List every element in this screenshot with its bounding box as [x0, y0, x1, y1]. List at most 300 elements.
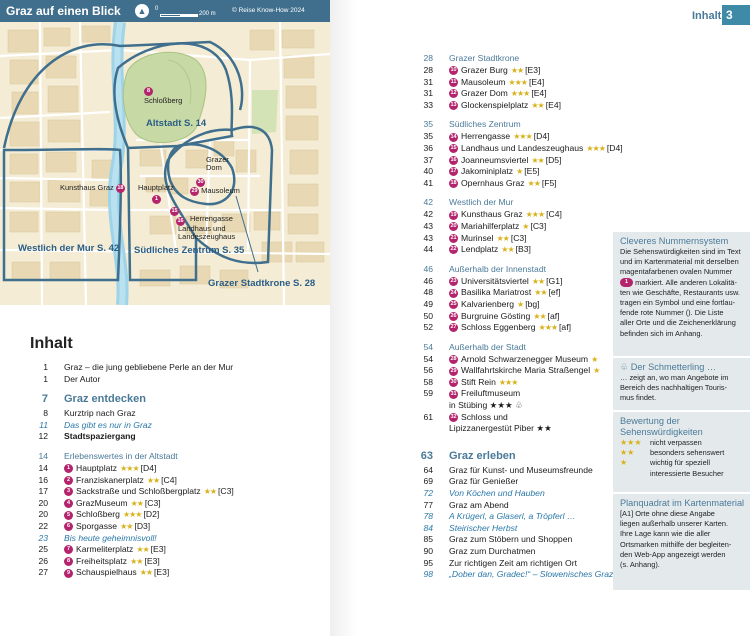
- butterfly-line: mus findet.: [620, 393, 657, 403]
- rating-row: [620, 438, 748, 448]
- toc-entry-text: [64, 374, 100, 386]
- toc-title: Stadtspaziergang: [64, 431, 136, 442]
- toc-entry-text: [449, 534, 572, 546]
- toc-title: Freiheitsplatz: [76, 555, 128, 566]
- numbering-line: magentafarbenen ovalen Nummer: [620, 267, 733, 277]
- sidebar-divider: [613, 410, 750, 412]
- magenta-pin-icon: 19: [450, 211, 457, 218]
- magenta-pin-icon: 27: [450, 324, 457, 331]
- magenta-pin-icon: 13: [450, 102, 457, 109]
- toc-title: Kunsthaus Graz: [461, 209, 523, 220]
- toc-entry: [415, 221, 615, 233]
- toc-page-number: 54: [423, 353, 433, 364]
- grid-coordinate: [E4]: [545, 99, 561, 110]
- grid-line: Ihre Lage kann wie die aller: [620, 529, 711, 539]
- toc-page-number: 1: [43, 373, 48, 384]
- toc-entry: [415, 88, 615, 100]
- star-rating: ★★★: [120, 463, 139, 473]
- toc-page-number: 1: [43, 362, 48, 372]
- toc-page-number: 95: [423, 557, 433, 568]
- page-gutter: [330, 0, 398, 636]
- toc-title: Universitätsviertel: [461, 275, 529, 286]
- toc-entry-text: [64, 509, 159, 521]
- toc-title: Graz – die jung gebliebene Perle an der Mur: [64, 362, 234, 372]
- toc-entry: [30, 486, 320, 498]
- toc-entry-text: [449, 221, 546, 233]
- toc-entry: [415, 155, 615, 167]
- toc-title: Südliches Zentrum: [449, 119, 521, 130]
- grid-coordinate: [D4]: [606, 142, 623, 153]
- magenta-pin-icon: 31: [450, 390, 457, 397]
- toc-title: A Krügerl, a Glaserl, a Tröpferl …: [449, 511, 576, 522]
- star-rating: ★★: [139, 568, 153, 578]
- star-rating: ★★: [531, 155, 544, 165]
- toc-entry-text: [449, 341, 526, 354]
- toc-entry-text: [64, 544, 166, 556]
- toc-entry: [415, 523, 615, 535]
- toc-entry-text: [449, 322, 571, 334]
- butterfly-title: ♧ Der Schmetterling …: [620, 362, 717, 372]
- map-pin-herrengasse: [170, 206, 179, 216]
- toc-title: Bis heute geheimnisvoll!: [64, 532, 157, 543]
- toc-entry-text: [449, 276, 562, 288]
- toc-right-column: [415, 52, 623, 581]
- grid-coordinate: [ef]: [548, 287, 561, 298]
- grid-coordinate: [D5]: [545, 154, 562, 165]
- toc-title: Graz am Abend: [449, 499, 509, 510]
- toc-title: Opernhaus Graz: [461, 177, 525, 188]
- toc-title: Freiluftmuseum: [461, 388, 521, 399]
- star-rating: ★★: [120, 521, 133, 531]
- toc-gap: [415, 334, 615, 341]
- toc-entry-text: [449, 118, 521, 131]
- star-rating: ★: [516, 167, 523, 177]
- star-rating: ★: [591, 354, 598, 364]
- toc-page-number: 61: [423, 411, 433, 422]
- toc-entry-text: [449, 88, 547, 100]
- grid-coordinate: [B3]: [515, 244, 531, 255]
- toc-entry-text: [449, 377, 517, 389]
- toc-entry: [30, 544, 320, 556]
- numbering-line: aller Orte und die Zeichenerklärung: [620, 318, 736, 328]
- toc-title: „Dober dan, Gradec!“ – Slowenisches Graz: [449, 569, 614, 580]
- toc-entry: [415, 569, 615, 581]
- toc-entry: [415, 534, 615, 546]
- toc-left-column: [30, 362, 320, 579]
- star-rating: ★★: [620, 448, 635, 458]
- toc-entry-text: [449, 311, 560, 323]
- toc-entry: [415, 233, 615, 245]
- toc-title: Stift Rein: [461, 376, 496, 387]
- star-rating: ★★★: [508, 77, 527, 87]
- star-rating: ★: [620, 458, 628, 468]
- toc-page-number: 40: [423, 166, 433, 177]
- numbering-line: fende rote Nummer (). Die Liste: [620, 308, 724, 318]
- magenta-pin-icon: 17: [450, 168, 457, 175]
- toc-entry: [30, 408, 320, 420]
- toc-title: Graz für Genießer: [449, 476, 519, 487]
- toc-entry: [415, 178, 615, 190]
- toc-entry-text: [449, 500, 509, 512]
- rating-info: [620, 416, 748, 479]
- grid-line: den Web-App angezeigt werden: [620, 549, 726, 559]
- magenta-pin-icon: 25: [450, 301, 457, 308]
- magenta-pin-icon: 7: [64, 545, 73, 554]
- pin-icon: 18: [117, 184, 124, 191]
- star-rating: ★★★: [620, 438, 642, 447]
- toc-entry-text: [64, 498, 161, 510]
- toc-entry-text: [449, 65, 540, 77]
- toc-title: Murinsel: [461, 232, 494, 243]
- map-label-kunsthaus: [60, 183, 125, 193]
- magenta-pin-icon: 10: [450, 67, 457, 74]
- map-label-schlossberg: Schloßberg: [144, 96, 183, 105]
- toc-entry-text: [64, 486, 234, 498]
- toc-entry-text: [449, 233, 527, 245]
- toc-title: Schauspielhaus: [76, 567, 137, 578]
- toc-section-heading: [415, 341, 615, 354]
- toc-title: Graz erleben: [449, 449, 516, 462]
- toc-page-number: 84: [423, 522, 433, 533]
- grid-coordinate: [C3]: [530, 220, 547, 231]
- map-drawing: [0, 0, 330, 305]
- grid-coordinate: [E3]: [144, 555, 160, 566]
- toc-section-heading: [415, 263, 615, 276]
- magenta-pin-icon: 20: [450, 223, 457, 230]
- star-rating: ★: [517, 299, 524, 309]
- rating-row: [620, 469, 748, 479]
- magenta-pin-icon: 30: [450, 379, 457, 386]
- toc-entry: [415, 322, 615, 334]
- toc-title: Sporgasse: [76, 520, 118, 531]
- toc-page-number: 72: [423, 488, 433, 499]
- toc-title: Außerhalb der Innenstadt: [449, 263, 546, 274]
- toc-gap: [415, 189, 615, 196]
- magenta-pin-icon: 24: [450, 289, 457, 296]
- toc-title: Graz entdecken: [64, 393, 146, 406]
- toc-entry: [415, 377, 615, 389]
- map-pin-mausoleum: [190, 186, 240, 196]
- toc-title: Herrengasse: [461, 131, 511, 142]
- star-rating: ★★: [531, 100, 544, 110]
- grid-coordinate: [bg]: [525, 298, 540, 309]
- toc-title: Mausoleum: [461, 76, 506, 87]
- toc-entry: [415, 299, 615, 311]
- toc-title: Kalvarienberg: [461, 298, 515, 309]
- toc-entry: [415, 65, 615, 77]
- grid-coordinate: [E3]: [154, 567, 170, 578]
- toc-page-number: 20: [38, 509, 48, 520]
- grid-coordinate: [D2]: [143, 509, 160, 520]
- grid-title: Planquadrat im Kartenmaterial: [620, 498, 745, 508]
- star-rating: ★★: [527, 178, 540, 188]
- toc-entry-text: [64, 567, 169, 579]
- map-pin-hauptplatz: [152, 194, 161, 204]
- toc-entry-text: [449, 52, 519, 65]
- toc-entry: [415, 423, 615, 435]
- toc-title: Grazer Stadtkrone: [449, 53, 520, 63]
- toc-title: Arnold Schwarzenegger Museum: [461, 353, 589, 364]
- toc-page-number: 59: [423, 388, 433, 399]
- toc-entry: [415, 476, 615, 488]
- map-district-stadtkrone: Grazer Stadtkrone S. 28: [208, 278, 316, 289]
- magenta-pin-icon: 1: [620, 278, 633, 287]
- magenta-pin-icon: 21: [450, 234, 457, 241]
- running-header: Inhalt: [692, 10, 722, 22]
- grid-coordinate: [C3]: [510, 232, 527, 243]
- magenta-pin-icon: 4: [64, 499, 73, 508]
- grid-coordinate: [F5]: [541, 177, 557, 188]
- toc-page-number: 27: [38, 567, 48, 578]
- toc-page-number: 77: [423, 499, 433, 510]
- toc-title: Erlebenswertes in der Altstadt: [64, 450, 178, 461]
- numbering-title: Cleveres Nummernsystem: [620, 236, 729, 246]
- toc-entry-text: [449, 77, 544, 89]
- toc-entry-text: [64, 420, 152, 432]
- toc-entry: [415, 400, 615, 412]
- toc-entry-text: [449, 558, 577, 570]
- toc-page-number: 42: [423, 209, 433, 220]
- toc-entry: [30, 420, 320, 432]
- toc-page-number: 26: [38, 555, 48, 566]
- toc-title: Schloss und: [461, 411, 508, 422]
- toc-entry-text: [64, 450, 178, 463]
- toc-section-heading: [415, 52, 615, 65]
- kunsthaus-text: Kunsthaus Graz: [60, 183, 114, 192]
- grid-coordinate: [C3]: [144, 497, 161, 508]
- grid-coordinate: [C3]: [218, 486, 234, 497]
- toc-page-number: 41: [423, 177, 433, 188]
- star-rating: ★★: [510, 66, 524, 75]
- toc-title: Karmeliterplatz: [76, 544, 134, 555]
- toc-section-heading: [415, 118, 615, 131]
- toc-entry: [415, 131, 615, 143]
- star-rating: ★★: [533, 311, 546, 321]
- toc-title: Lipizzanergestüt Piber ★★: [449, 423, 552, 434]
- toc-page-number: 33: [423, 99, 433, 110]
- toc-entry: [30, 509, 320, 521]
- toc-page-number: 25: [38, 544, 48, 555]
- scale-bar: [160, 14, 198, 17]
- map-district-altstadt: Altstadt S. 14: [146, 118, 207, 129]
- toc-entry-text: [449, 388, 520, 400]
- toc-title: Joanneumsviertel: [461, 154, 529, 165]
- numbering-line: tragen ein Symbol und eine fortlau-: [620, 298, 736, 308]
- magenta-pin-icon: 1: [64, 464, 73, 473]
- grid-coordinate: [C4]: [161, 474, 177, 485]
- toc-entry-text: [64, 408, 136, 420]
- toc-page-number: 7: [41, 393, 48, 406]
- toc-entry-text: [449, 546, 535, 558]
- toc-entry-text: [449, 244, 531, 256]
- toc-entry-text: [64, 475, 177, 487]
- toc-title: Basilika Mariatrost: [461, 287, 532, 298]
- toc-entry-text: [449, 299, 540, 311]
- scale-label: 200 m: [199, 11, 216, 17]
- grid-coordinate: [G1]: [546, 275, 563, 286]
- grid-line: Ortsmarken mithilfe der begleiten-: [620, 539, 732, 549]
- toc-entry-text: [64, 362, 233, 374]
- toc-entry: [415, 209, 615, 221]
- star-rating: ★★: [203, 487, 217, 497]
- toc-entry-text: [449, 412, 508, 424]
- toc-entry: [415, 311, 615, 323]
- rating-text: nicht verpassen: [650, 438, 702, 447]
- rating-legend: [620, 438, 748, 479]
- toc-entry: [30, 431, 320, 443]
- grid-coordinate: [E4]: [531, 88, 547, 99]
- toc-entry-text: [449, 423, 552, 435]
- star-rating: ★★: [136, 545, 149, 555]
- star-rating: ★★: [501, 245, 514, 255]
- toc-entry: [415, 546, 615, 558]
- magenta-pin-icon: 22: [450, 246, 457, 253]
- toc-title: Steirischer Herbst: [449, 522, 518, 533]
- grid-info: [620, 498, 748, 570]
- info-sidebar: [613, 232, 750, 590]
- toc-entry-text: [64, 390, 146, 408]
- toc-title: Der Autor: [64, 373, 101, 384]
- magenta-pin-icon: 2: [64, 476, 73, 485]
- toc-chapter: [415, 447, 615, 465]
- toc-entry-text: [449, 100, 561, 112]
- toc-page-number: 23: [38, 532, 48, 543]
- toc-page-number: 37: [423, 154, 433, 165]
- rating-row: [620, 458, 748, 468]
- mausoleum-text: Mausoleum: [201, 186, 240, 195]
- toc-page-number: 28: [423, 65, 433, 75]
- toc-entry: [30, 556, 320, 568]
- toc-entry-text: [449, 196, 513, 209]
- toc-title: Jakominiplatz: [461, 166, 514, 177]
- toc-entry: [30, 475, 320, 487]
- magenta-pin-icon: 14: [450, 133, 457, 140]
- grid-coordinate: [D4]: [533, 131, 550, 142]
- rating-text: besonders sehenswert: [650, 448, 725, 458]
- toc-title: Glockenspielplatz: [461, 99, 529, 110]
- map-label-herrengasse: Herrengasse: [190, 214, 233, 223]
- grid-coordinate: [E3]: [525, 65, 541, 75]
- star-rating: ★★: [531, 276, 545, 286]
- toc-page-number: 14: [38, 450, 48, 461]
- toc-entry-text: [64, 431, 136, 443]
- pin-icon: 30: [197, 178, 204, 185]
- toc-entry: [415, 558, 615, 570]
- map-pin-schlossberg: [144, 86, 153, 96]
- toc-title: Lendplatz: [461, 244, 499, 255]
- grid-coordinate: [D4]: [140, 462, 157, 473]
- toc-page-number: 98: [423, 569, 433, 580]
- pin-icon: 15: [171, 207, 178, 214]
- toc-entry-text: [64, 556, 160, 568]
- butterfly-line: … zeigt an, wo man Angebote im: [620, 373, 729, 382]
- toc-entry: [30, 567, 320, 579]
- toc-title: in Stübing ★★★ ♧: [449, 400, 523, 411]
- grid-coordinate: [E4]: [528, 76, 545, 87]
- magenta-pin-icon: 3: [64, 487, 73, 496]
- magenta-pin-icon: 16: [450, 156, 457, 163]
- toc-page-number: 22: [38, 520, 48, 531]
- toc-entry: [415, 166, 615, 178]
- toc-entry: [415, 354, 615, 366]
- toc-gap: [415, 111, 615, 118]
- toc-gap: [415, 256, 615, 263]
- sidebar-divider: [613, 492, 750, 494]
- map-copyright: © Reise Know-How 2024: [232, 7, 305, 14]
- toc-entry: [415, 244, 615, 256]
- toc-page-number: 43: [423, 232, 433, 243]
- grid-coordinate: [D3]: [134, 520, 151, 531]
- toc-entry-text: [449, 209, 562, 221]
- toc-page-number: 43: [423, 220, 433, 231]
- rating-title: Sehenswürdigkeiten: [620, 427, 703, 437]
- toc-entry-text: [449, 178, 557, 190]
- grid-coordinate: [C4]: [546, 209, 562, 220]
- toc-entry-text: [449, 511, 576, 523]
- toc-entry-text: [449, 143, 623, 155]
- magenta-pin-icon: 8: [64, 557, 73, 566]
- toc-section-heading: [30, 450, 320, 463]
- toc-page-number: 69: [423, 476, 433, 487]
- grid-coordinate: [af]: [559, 322, 571, 333]
- toc-entry: [415, 276, 615, 288]
- toc-title: Wallfahrtskirche Maria Straßengel: [461, 365, 591, 376]
- toc-page-number: 48: [423, 287, 433, 298]
- star-rating: ★: [522, 221, 529, 231]
- rating-title: Bewertung der: [620, 416, 680, 426]
- toc-title: Grazer Dom: [461, 88, 508, 99]
- grid-coordinate: [af]: [547, 310, 560, 321]
- toc-title: Franziskanerplatz: [76, 474, 144, 485]
- toc-entry-text: [64, 521, 150, 533]
- map-label-hauptplatz: Hauptplatz: [138, 183, 174, 192]
- toc-page-number: 36: [423, 142, 433, 153]
- toc-title: Das gibt es nur in Graz: [64, 419, 152, 430]
- magenta-pin-icon: 23: [450, 277, 457, 284]
- toc-entry: [415, 500, 615, 512]
- toc-page-number: 49: [423, 298, 433, 309]
- toc-entry: [415, 412, 615, 424]
- magenta-pin-icon: 15: [450, 145, 457, 152]
- star-rating: ★: [593, 366, 600, 376]
- page-number: 3: [722, 5, 750, 25]
- toc-title: Mariahilferplatz: [461, 220, 520, 231]
- numbering-line: Die Sehenswürdigkeiten sind im Text: [620, 247, 741, 256]
- toc-page-number: 58: [423, 376, 433, 387]
- star-rating: ★★★: [525, 210, 545, 220]
- toc-title: Außerhalb der Stadt: [449, 341, 526, 352]
- toc-page-number: 35: [423, 131, 433, 142]
- north-arrow-icon: ▲: [135, 4, 149, 18]
- toc-title: Westlich der Mur: [449, 197, 514, 208]
- star-rating: ★★★: [510, 89, 530, 99]
- star-rating: ★★: [496, 233, 509, 243]
- pin-icon: 1: [152, 195, 161, 204]
- toc-page-number: 17: [38, 486, 48, 497]
- map-district-suedliches: Südliches Zentrum S. 35: [134, 245, 245, 256]
- toc-section-heading: [415, 196, 615, 209]
- toc-entry: [415, 365, 615, 377]
- toc-entry-text: [449, 263, 546, 276]
- numbering-line-with-pin: [620, 278, 748, 288]
- star-rating: ★★: [146, 475, 160, 485]
- toc-entry-text: [449, 287, 561, 299]
- star-rating: ★★★: [538, 323, 558, 333]
- page-title: Inhalt: [30, 335, 73, 352]
- toc-page-number: 85: [423, 534, 433, 545]
- pin-icon: 29: [191, 187, 198, 194]
- grid-coordinate: [E3]: [150, 544, 166, 555]
